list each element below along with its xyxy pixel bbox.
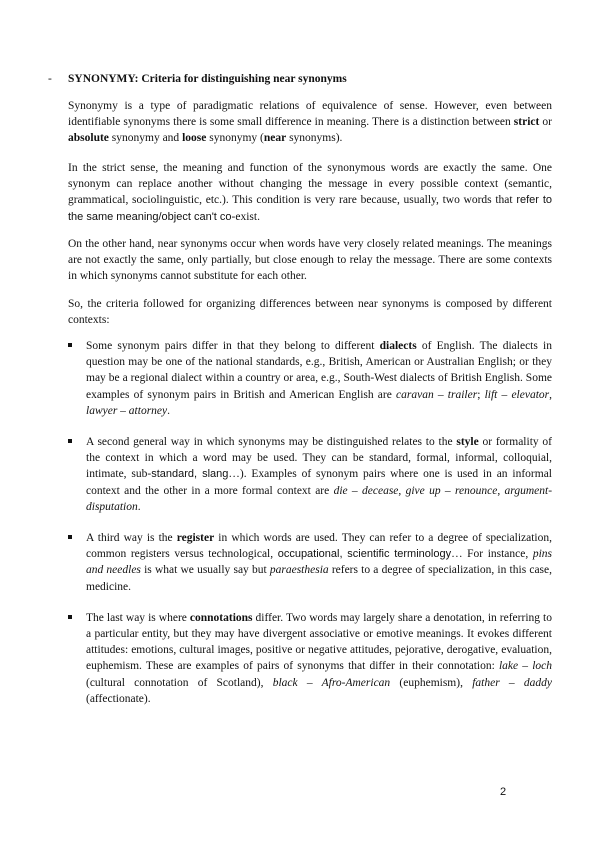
bullet-icon bbox=[68, 439, 72, 443]
text: (cultural connotation of Scotland), bbox=[86, 676, 273, 689]
text: differ. Two words may largely share a denotation, in referring to a particular entity, but they may have divergent associative or emotive meanings. It evokes different attitudes: emotions, cultural images, positive or negative attitudes, pejorative, derogative, evaluation, euphemism. These are examples of pairs of synonyms that differ in their connotation: bbox=[86, 611, 552, 673]
text: -exist. bbox=[231, 210, 260, 223]
section-heading bbox=[48, 72, 548, 86]
bullet-icon bbox=[68, 343, 72, 347]
list-item-connotations bbox=[68, 610, 552, 707]
paragraph-near-synonyms bbox=[68, 236, 552, 285]
text: or formality of the context in which a word may be used. They can be standard, formal, informal, colloquial, intimate, sub- bbox=[86, 436, 552, 481]
text-sans: standard, slang bbox=[151, 468, 229, 481]
example: caravan – trailer bbox=[396, 388, 478, 401]
text: refers to a degree of specialization, in this case, medicine. bbox=[86, 564, 553, 593]
text: A second general way in which synonyms may be distinguished relates to the bbox=[86, 436, 457, 449]
text: The last way is where bbox=[86, 611, 190, 624]
list-item-register bbox=[68, 530, 552, 595]
text: , bbox=[549, 388, 552, 401]
example: paraesthesia bbox=[269, 564, 329, 577]
text: In the strict sense, the meaning and function of the synonymous words are exactly the same. One synonym can replace another without changing the message in every possible context (semantic, grammatical, sociolinguistic, etc.). This condition is very rare because, usually, two words that bbox=[68, 162, 552, 207]
bullet-icon bbox=[68, 535, 72, 539]
paragraph-strict-sense bbox=[68, 160, 552, 225]
term-absolute: absolute bbox=[68, 132, 109, 145]
bullet-icon bbox=[68, 615, 72, 619]
text: synonyms). bbox=[286, 132, 343, 145]
text: …). Examples of synonym pairs where one is used in an informal context and the other in a more formal context are bbox=[86, 468, 552, 497]
text-sans: occupational, scientific terminology bbox=[277, 548, 452, 561]
text: So, the criteria followed for organizing differences between near synonyms is composed by different contexts: bbox=[68, 298, 552, 327]
text: , bbox=[398, 484, 406, 497]
text: synonymy and bbox=[108, 132, 183, 145]
criteria-list bbox=[68, 338, 552, 722]
heading-dash: - bbox=[48, 73, 52, 85]
text: . bbox=[137, 500, 141, 513]
text: (affectionate). bbox=[86, 692, 151, 705]
example: argument-disputation bbox=[86, 484, 553, 513]
example: die – decease bbox=[333, 484, 399, 497]
example: lift – elevator bbox=[484, 388, 550, 401]
paragraph-criteria-intro bbox=[68, 296, 552, 328]
example: father – daddy bbox=[472, 676, 552, 689]
term-loose: loose bbox=[182, 132, 207, 145]
text: or bbox=[539, 116, 552, 129]
text: On the other hand, near synonyms occur when words have very closely related meanings. The meanings are not exactly the same, only partially, but close enough to relay the message. There are some contexts in which synonyms cannot substitute for each other. bbox=[68, 238, 552, 283]
text: in which words are used. They can refer to a degree of specialization, common registers versus technological, bbox=[86, 532, 552, 561]
example: give up – renounce bbox=[405, 484, 498, 497]
paragraph-definition bbox=[68, 98, 552, 147]
example: black – Afro-American bbox=[272, 676, 391, 689]
text: is what we usually say but bbox=[140, 564, 270, 577]
text-sans: refer to the same meaning/object can't co bbox=[68, 194, 552, 223]
term-register: register bbox=[176, 532, 215, 545]
list-item-style bbox=[68, 434, 552, 515]
text: , bbox=[497, 484, 505, 497]
example: pins and needles bbox=[86, 548, 552, 577]
page-number: 2 bbox=[500, 786, 507, 798]
text: Some synonym pairs differ in that they belong to different bbox=[86, 340, 380, 352]
text: A third way is the bbox=[86, 532, 177, 545]
term-dialects: dialects bbox=[379, 340, 417, 352]
text: (euphemism), bbox=[390, 676, 473, 689]
term-style: style bbox=[456, 436, 479, 449]
text: Synonymy is a type of paradigmatic relations of equivalence of sense. However, even between identifiable synonyms there is some small difference in meaning. There is a distinction between bbox=[68, 100, 552, 129]
term-near: near bbox=[263, 132, 287, 145]
term-connotations: connotations bbox=[189, 611, 253, 624]
list-item-dialects bbox=[68, 338, 552, 419]
example: lawyer – attorney bbox=[86, 404, 168, 417]
example: lake – loch bbox=[498, 660, 552, 673]
text: synonymy ( bbox=[206, 132, 264, 145]
text: . bbox=[167, 404, 170, 417]
text: of English. The dialects in question may be one of the national standards, e.g., British, American or Australian English; or they may be a regional dialect within a country or area, e.g., South-West dialects of British English. Some examples of synonym pairs in British and American English are bbox=[86, 340, 552, 401]
text: … For instance, bbox=[451, 548, 533, 561]
heading-title: SYNONYMY: Criteria for distinguishing near synonyms bbox=[68, 73, 347, 85]
term-strict: strict bbox=[513, 116, 540, 129]
text: ; bbox=[477, 388, 485, 401]
